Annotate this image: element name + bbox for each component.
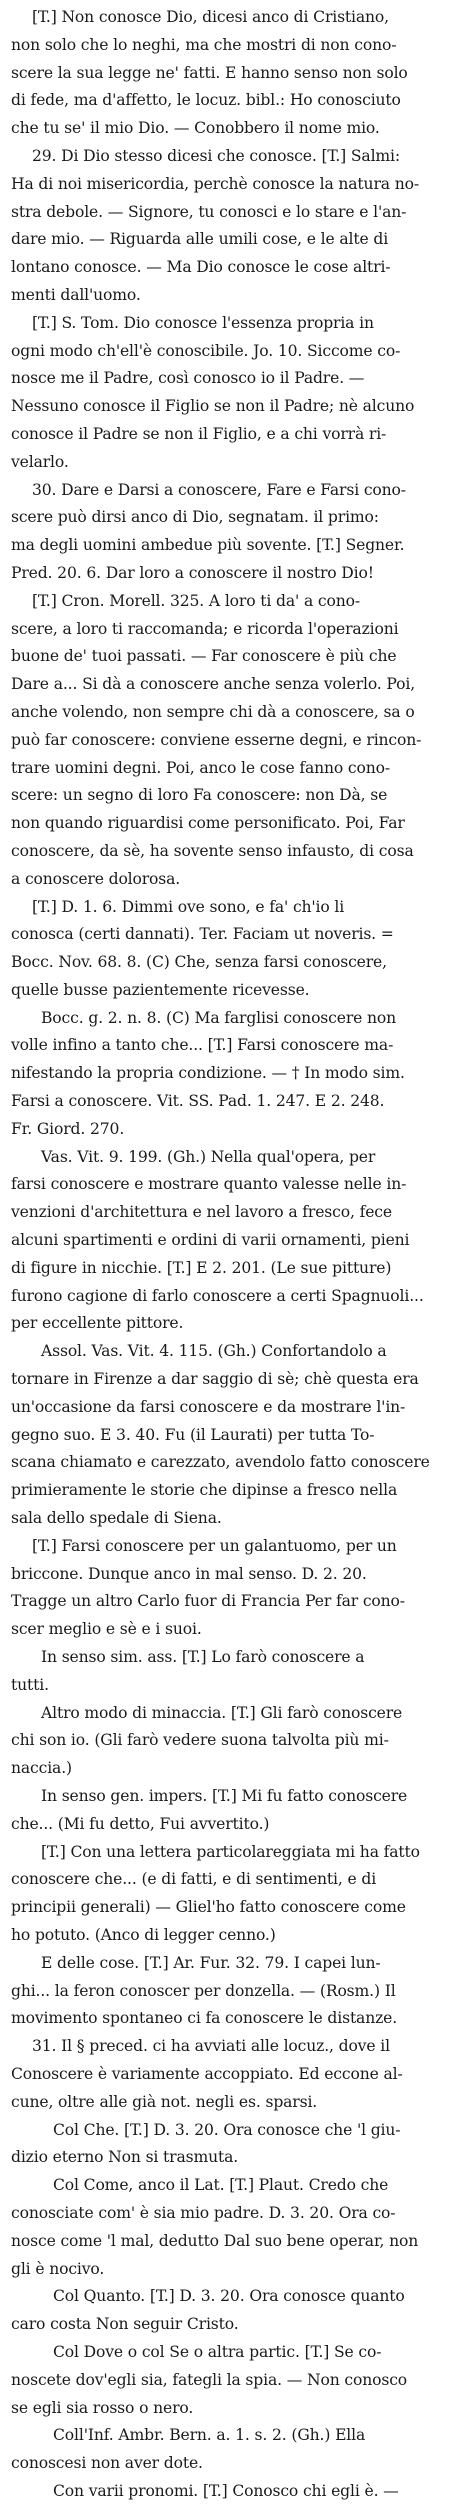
text-line: volle infino a tanto che... [T.] Farsi conoscere ma- <box>11 1036 394 1055</box>
text-line: naccia.) <box>11 1759 72 1778</box>
text-line: conosce il Padre se non il Figlio, e a chi vorrà ri- <box>11 424 387 443</box>
text-line: primieramente le storie che dipinse a fresco nella <box>11 1481 398 1500</box>
text-line: [T.] Non conosce Dio, dicesi anco di Cristiano, <box>32 8 389 26</box>
text-line: [T.] Farsi conoscere per un galantuomo, per un <box>32 1536 397 1555</box>
text-line: scere la sua legge ne' fatti. E hanno senso non solo <box>11 63 408 82</box>
text-line: briccone. Dunque anco in mal senso. D. 2. 20. <box>11 1564 367 1583</box>
text-line: lontano conosce. — Ma Dio conosce le cose altri- <box>11 258 391 277</box>
text-line: caro costa Non seguir Cristo. <box>11 2315 239 2334</box>
text-line: anche volendo, non sempre chi dà a conoscere, sa o <box>11 702 415 721</box>
text-line: Fr. Giord. 270. <box>11 1119 125 1138</box>
text-line: Col Dove o col Se o altra partic. [T.] Se co- <box>53 2342 382 2361</box>
text-line: 31. Il § preced. ci ha avviati alle locuz., dove il <box>32 2037 390 2056</box>
text-line: nosce come 'l mal, dedutto Dal suo bene operar, non <box>11 2231 419 2250</box>
text-line: cune, oltre alle già not. negli es. sparsi. <box>11 2092 318 2111</box>
text-line: tornare in Firenze a dar saggio di sè; chè questa era <box>11 1370 419 1389</box>
text-line: conosca (certi dannati). Ter. Faciam ut noveris. = <box>11 925 394 944</box>
text-line: sala dello spedale di Siena. <box>11 1509 222 1528</box>
text-line: principii generali) — Gliel'ho fatto conoscere come <box>11 1898 406 1917</box>
text-line: Farsi a conoscere. Vit. SS. Pad. 1. 247. E 2. 248. <box>11 1092 385 1111</box>
text-line: un'occasione da farsi conoscere e da mostrare l'in- <box>11 1397 406 1416</box>
text-line: di figure in nicchie. [T.] E 2. 201. (Le sue pitture) <box>11 1258 392 1277</box>
text-line: dizio eterno Non si trasmuta. <box>11 2148 239 2167</box>
text-line: scana chiamato e carezzato, avendolo fatto conoscere <box>11 1453 430 1472</box>
text-line: Coll'Inf. Ambr. Bern. a. 1. s. 2. (Gh.) Ella <box>53 2426 366 2445</box>
text-line: [T.] Con una lettera particolareggiata mi ha fatto <box>41 1842 420 1861</box>
text-line: farsi conoscere e mostrare quanto valesse nelle in- <box>11 1175 407 1194</box>
text-line: che tu se' il mio Dio. — Conobbero il nome mio. <box>11 119 380 138</box>
text-line: che... (Mi fu detto, Fui avvertito.) <box>11 1814 270 1833</box>
text-line: conoscesi non aver dote. <box>11 2454 203 2473</box>
text-line: conoscere che... (e di fatti, e di sentimenti, e di <box>11 1870 377 1889</box>
text-line: Con varii pronomi. [T.] Conosco chi egli è. — <box>53 2481 399 2500</box>
text-line: scere, a loro ti raccomanda; e ricorda l'operazioni <box>11 619 399 638</box>
text-line: quelle busse pazientemente ricevesse. <box>11 980 310 999</box>
text-line: nifestando la propria condizione. — † In modo sim. <box>11 1064 405 1083</box>
text-line: Bocc. g. 2. n. 8. (C) Ma farglisi conoscere non <box>41 1008 397 1027</box>
text-line: se egli sia rosso o nero. <box>11 2398 194 2417</box>
text-line: venzioni d'architettura e nel lavoro a fresco, fece <box>11 1203 392 1222</box>
text-line: [T.] Cron. Morell. 325. A loro ti da' a cono- <box>32 591 360 610</box>
text-line: di fede, ma d'affetto, le locuz. bibl.: Ho conosciuto <box>11 91 401 110</box>
text-line: ma degli uomini ambedue più sovente. [T.] Segner. <box>11 536 405 555</box>
text-line: nosce me il Padre, così conosco io il Padre. — <box>11 369 365 388</box>
text-line: 29. Di Dio stesso dicesi che conosce. [T.] Salmi: <box>32 146 400 165</box>
text-line: ogni modo ch'ell'è conoscibile. Jo. 10. Siccome co- <box>11 341 401 360</box>
text-line: Pred. 20. 6. Dar loro a conoscere il nostro Dio! <box>11 563 374 582</box>
text-line: movimento spontaneo ci fa conoscere le distanze. <box>11 2009 398 2028</box>
text-line: Assol. Vas. Vit. 4. 115. (Gh.) Confortandolo a <box>41 1342 387 1361</box>
text-line: scere può dirsi anco di Dio, segnatam. il primo: <box>11 508 379 527</box>
text-line: Bocc. Nov. 68. 8. (C) Che, senza farsi conoscere, <box>11 953 387 972</box>
text-line: gegno suo. E 3. 40. Fu (il Laurati) per tutta To- <box>11 1425 375 1444</box>
text-line: Nessuno conosce il Figlio se non il Padre; nè alcuno <box>11 397 415 416</box>
text-line: stra debole. — Signore, tu conosci e lo stare e l'an- <box>11 202 407 221</box>
text-line: conosciate com' è sia mio padre. D. 3. 20. Ora co- <box>11 2203 396 2222</box>
text-line: Altro modo di minaccia. [T.] Gli farò conoscere <box>41 1703 403 1722</box>
text-line: 30. Dare e Darsi a conoscere, Fare e Farsi cono- <box>32 480 406 499</box>
text-line: scere: un segno di loro Fa conoscere: non Dà, se <box>11 786 388 805</box>
text-line: [T.] S. Tom. Dio conosce l'essenza propria in <box>32 313 374 332</box>
text-line: In senso sim. ass. [T.] Lo farò conoscere a <box>41 1648 365 1667</box>
text-line: velarlo. <box>11 452 69 471</box>
text-line: Dare a... Si dà a conoscere anche senza volerlo. Poi, <box>11 675 416 694</box>
text-line: buone de' tuoi passati. — Far conoscere è più che <box>11 647 397 666</box>
text-line: chi son io. (Gli farò vedere suona talvolta più mi- <box>11 1731 389 1750</box>
text-line: alcuni spartimenti e ordini di varii ornamenti, pieni <box>11 1231 410 1250</box>
text-line: E delle cose. [T.] Ar. Fur. 32. 79. I capei lun- <box>41 1953 381 1972</box>
text-line: furono cagione di farlo conoscere a certi Spagnuoli... <box>11 1286 424 1305</box>
text-line: [T.] D. 1. 6. Dimmi ove sono, e fa' ch'io li <box>32 897 345 916</box>
text-line: Vas. Vit. 9. 199. (Gh.) Nella qual'opera, per <box>41 1147 376 1166</box>
text-line: non solo che lo neghi, ma che mostri di non cono- <box>11 35 397 54</box>
text-line: In senso gen. impers. [T.] Mi fu fatto conoscere <box>41 1787 408 1805</box>
text-line: Tragge un altro Carlo fuor di Francia Per far cono- <box>11 1592 405 1611</box>
text-line: tutti. <box>11 1675 49 1694</box>
text-line: a conoscere dolorosa. <box>11 869 181 888</box>
text-line: Col Come, anco il Lat. [T.] Plaut. Credo che <box>53 2176 389 2195</box>
text-line: non quando riguardisi come personificato. Poi, Far <box>11 814 405 833</box>
text-line: trare uomini degni. Poi, anco le cose fanno cono- <box>11 758 391 777</box>
text-line: conoscere, da sè, ha sovente senso infausto, di cosa <box>11 841 414 860</box>
text-line: gli è nocivo. <box>11 2259 105 2278</box>
text-line: Col Che. [T.] D. 3. 20. Ora conosce che 'l giu- <box>53 2120 401 2139</box>
text-line: per eccellente pittore. <box>11 1314 184 1333</box>
text-line: Col Quanto. [T.] D. 3. 20. Ora conosce quanto <box>53 2287 405 2306</box>
text-line: noscete dov'egli sia, fategli la spia. — Non conosco <box>11 2370 408 2389</box>
text-line: Conoscere è variamente accoppiato. Ed eccone al- <box>11 2064 403 2083</box>
text-line: scer meglio e sè e i suoi. <box>11 1620 202 1639</box>
text-line: ghi... la feron conoscer per donzella. — (Rosm.) Il <box>11 1981 396 2000</box>
text-line: menti dall'uomo. <box>11 285 141 304</box>
text-line: può far conoscere: conviene esserne degni, e rincon- <box>11 730 422 749</box>
text-line: Ha di noi misericordia, perchè conosce la natura no- <box>11 174 419 193</box>
text-line: dare mio. — Riguarda alle umili cose, e le alte di <box>11 230 389 249</box>
text-line: ho potuto. (Anco di legger cenno.) <box>11 1925 276 1944</box>
